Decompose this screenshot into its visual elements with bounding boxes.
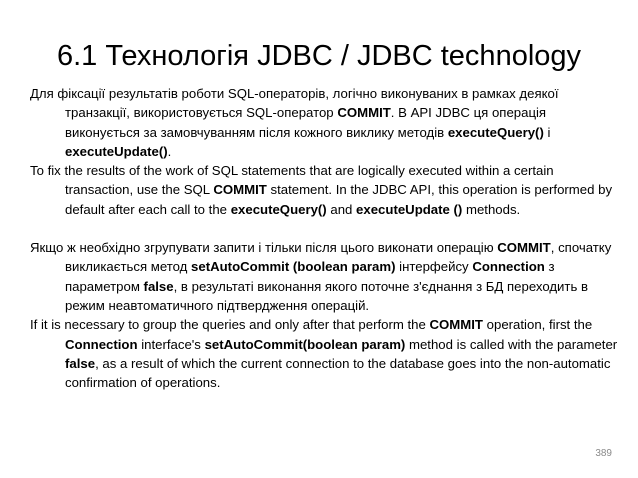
text-segment: Для фіксації результатів роботи SQL-операторів, логічно виконуваних в рамках деякої транзакції, використовується SQL-оператор — [30, 86, 559, 121]
slide-content — [30, 84, 622, 392]
text-segment: . В API JDBC ця операція виконується за замовчуванням після кожного виклику методів — [65, 105, 547, 140]
paragraph-en-commit — [30, 161, 622, 219]
text-segment: interface's — [137, 336, 205, 352]
paragraph-ua-commit — [30, 84, 622, 161]
bold-term: setAutoCommit (boolean param) — [191, 259, 396, 275]
bold-term: executeQuery() — [447, 124, 544, 140]
text-segment: methods. — [462, 201, 521, 217]
bold-term: Connection — [65, 336, 138, 352]
text-segment: . — [167, 143, 172, 159]
text-segment: method is called with the parameter — [405, 336, 618, 352]
bold-term: COMMIT — [497, 240, 551, 256]
text-segment: , спочатку викликається метод — [65, 240, 612, 275]
text-segment: інтерфейсу — [395, 259, 473, 275]
bold-term: executeUpdate () — [356, 201, 463, 217]
page-number: 389 — [595, 448, 612, 459]
text-segment: , as a result of which the current connection to the database goes into the non-automatic confirmation of operations. — [65, 355, 611, 391]
slide-title: 6.1 Технологія JDBC / JDBC technology — [56, 40, 582, 72]
bold-term: executeQuery() — [230, 201, 327, 217]
text-segment: Якщо ж необхідно згрупувати запити і тільки після цього виконати операцію — [30, 240, 498, 256]
text-segment: and — [326, 201, 357, 217]
text-segment: To fix the results of the work of SQL statements that are logically executed within a certain transaction, use the SQL — [30, 163, 554, 198]
bold-term: false — [65, 355, 96, 371]
bold-term: COMMIT — [429, 317, 483, 333]
bold-term: COMMIT — [337, 105, 391, 121]
text-segment: If it is necessary to group the queries and only after that perform the — [30, 317, 430, 333]
bold-term: false — [143, 278, 174, 294]
bold-term: executeUpdate() — [65, 143, 168, 159]
text-segment: з параметром — [65, 259, 555, 294]
bold-term: Connection — [472, 259, 545, 275]
paragraph-ua-autocommit — [30, 238, 622, 315]
text-segment: , в результаті виконання якого поточне з'єднання з БД переходить в режим неавтоматичного підтвердження операцій. — [65, 278, 589, 313]
text-segment: operation, first the — [483, 317, 593, 333]
text-segment: і — [543, 124, 551, 140]
paragraph-en-autocommit — [30, 315, 622, 392]
text-segment: statement. In the JDBC API, this operation is performed by default after each call to the — [65, 182, 613, 217]
bold-term: COMMIT — [213, 182, 267, 198]
bold-term: setAutoCommit(boolean param) — [204, 336, 406, 352]
